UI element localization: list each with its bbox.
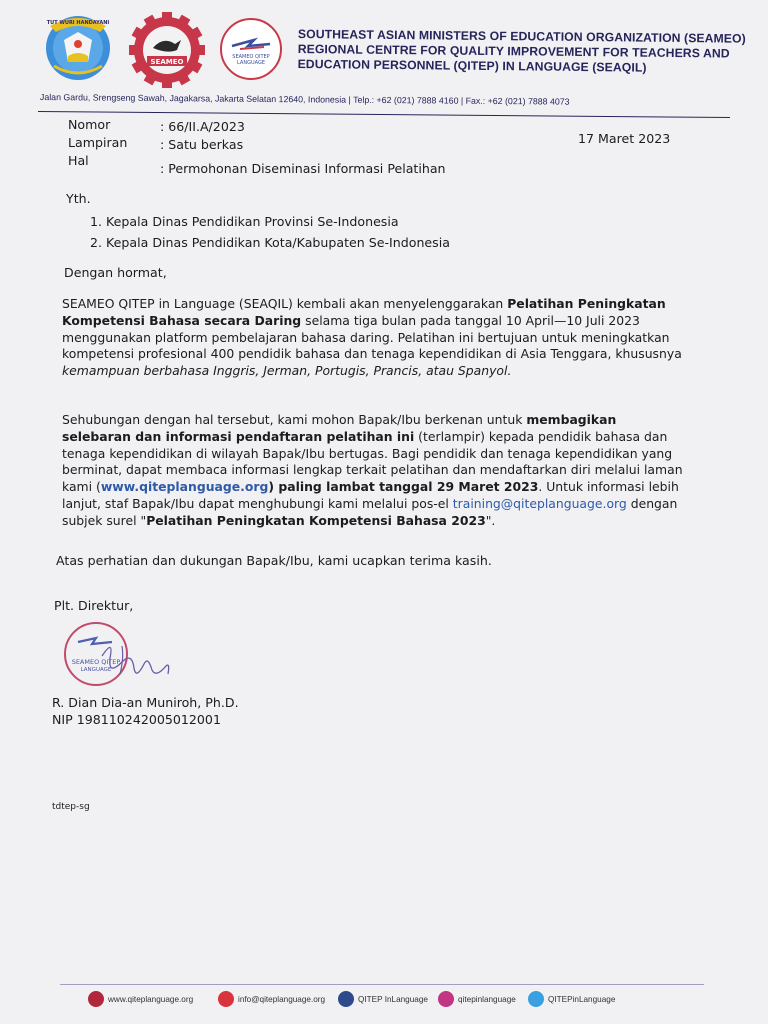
- stamp-and-signature: [62, 618, 182, 690]
- paragraph-request: [62, 412, 684, 530]
- bold-span: selebaran dan informasi pendaftaran pelatihan ini: [62, 428, 415, 444]
- bold-span: Kompetensi Bahasa secara Daring: [62, 312, 302, 328]
- paragraph-line: menggunakan platform pembelajaran bahasa daring. Pelatihan ini bertujuan untuk meningkatkan: [62, 329, 670, 345]
- paragraph-line: berminat, dapat membaca informasi lengkap terkait pelatihan dan mendaftarkan diri melalui laman: [62, 462, 683, 478]
- text-span: Sehubungan dengan hal tersebut, kami mohon Bapak/Ibu berkenan untuk: [62, 412, 527, 427]
- paragraph-line: [62, 296, 684, 313]
- text-span: lanjut, staf Bapak/Ibu dapat menghubungi kami melalui pos-el: [62, 495, 453, 511]
- org-title-line: REGIONAL CENTRE FOR QUALITY IMPROVEMENT FOR TEACHERS AND: [297, 41, 730, 61]
- paragraph-line: tenaga kependidikan di wilayah Bapak/Ibu bertugas. Bagi pendidik dan tenaga kependidikan yang: [62, 445, 673, 461]
- header-divider: [38, 111, 730, 118]
- meta-label-hal: Hal: [68, 153, 89, 168]
- seameo-logo: [126, 12, 208, 88]
- paragraph-line: [62, 412, 684, 429]
- paragraph-line: kompetensi profesional 400 pendidik bahasa dan tenaga kependidikan di Asia Tenggara, khususnya: [62, 346, 682, 362]
- footer-item-label: QITEP InLanguage: [358, 994, 428, 1004]
- globe-icon: [88, 991, 104, 1007]
- footer-email[interactable]: [218, 990, 325, 1008]
- text-span: selama tiga bulan pada tanggal 10 April—10 Juli 2023: [301, 312, 640, 328]
- footer-facebook[interactable]: [338, 990, 428, 1008]
- letter-date: 17 Maret 2023: [578, 131, 671, 146]
- reference-code: tdtep-sg: [52, 802, 90, 812]
- greeting: Dengan hormat,: [64, 265, 167, 280]
- footer-instagram[interactable]: [438, 990, 516, 1008]
- website-link[interactable]: www.qiteplanguage.org: [100, 479, 269, 495]
- organization-title: [297, 27, 746, 77]
- footer-item-label: QITEPinLanguage: [548, 994, 616, 1004]
- footer-item-label: qitepinlanguage: [458, 994, 516, 1004]
- address-line: Jalan Gardu, Srengseng Sawah, Jagakarsa, Jakarta Selatan 12640, Indonesia | Telp.: +62 (021) 7888 4160 | Fax.: +62 (021) 7888 4073: [39, 92, 570, 107]
- salutation-yth: Yth.: [66, 191, 91, 206]
- paragraph-training-info: [62, 296, 684, 380]
- org-title-line: EDUCATION PERSONNEL (QITEP) IN LANGUAGE (SEAQIL): [297, 56, 647, 75]
- signer-nip: NIP 198110242005012001: [52, 712, 221, 727]
- paragraph-line: [62, 313, 684, 330]
- meta-value-lampiran: : Satu berkas: [160, 137, 244, 152]
- paragraph-line: [62, 496, 684, 513]
- closing-sentence: Atas perhatian dan dukungan Bapak/Ibu, kami ucapkan terima kasih.: [56, 553, 492, 568]
- footer-twitter[interactable]: [528, 990, 615, 1008]
- qitep-logo-line1: SEAMEO QITEP: [232, 54, 270, 60]
- instagram-icon: [438, 991, 454, 1007]
- signer-name: R. Dian Dia-an Muniroh, Ph.D.: [52, 695, 239, 710]
- text-span: . Untuk informasi lebih: [538, 479, 679, 495]
- twitter-icon: [528, 991, 544, 1007]
- org-title-line: SOUTHEAST ASIAN MINISTERS OF EDUCATION ORGANIZATION (SEAMEO): [297, 27, 746, 46]
- email-link[interactable]: training@qiteplanguage.org: [452, 495, 627, 511]
- paragraph-line: [62, 479, 684, 496]
- text-span: (terlampir) kepada pendidik bahasa dan: [414, 428, 668, 444]
- text-span: dengan: [626, 495, 678, 511]
- text-span: subjek surel ": [62, 512, 147, 528]
- meta-label-lampiran: Lampiran: [68, 135, 128, 150]
- stamp-text-line1: SEAMEO QITEP: [71, 658, 121, 666]
- facebook-icon: [338, 991, 354, 1007]
- seameo-logo-text: SEAMEO: [150, 58, 184, 66]
- paragraph-line: [62, 513, 684, 530]
- text-span: SEAMEO QITEP in Language (SEAQIL) kembali akan menyelenggarakan: [62, 296, 508, 311]
- footer-website[interactable]: [88, 990, 193, 1008]
- stamp-text-line2: LANGUAGE: [80, 667, 112, 673]
- mail-icon: [218, 991, 234, 1007]
- recipient-item: 2. Kepala Dinas Pendidikan Kota/Kabupaten Se-Indonesia: [90, 235, 450, 250]
- footer-item-label: www.qiteplanguage.org: [108, 994, 194, 1004]
- tut-wuri-handayani-logo: [40, 10, 118, 82]
- paragraph-line: kemampuan berbahasa Inggris, Jerman, Portugis, Prancis, atau Spanyol.: [62, 363, 512, 379]
- text-span: kami (: [62, 479, 101, 495]
- signatory-title: Plt. Direktur,: [54, 598, 134, 613]
- bold-span: membagikan: [526, 412, 617, 427]
- tut-wuri-text: TUT WURI HANDAYANI: [46, 20, 110, 26]
- recipient-item: 1. Kepala Dinas Pendidikan Provinsi Se-Indonesia: [90, 214, 399, 229]
- footer-contacts: [88, 990, 728, 1010]
- bold-span: ) paling lambat tanggal 29 Maret 2023: [268, 479, 539, 495]
- paragraph-line: [62, 429, 684, 446]
- footer-item-label: info@qiteplanguage.org: [238, 994, 326, 1004]
- footer-divider: [60, 984, 704, 985]
- seameo-qitep-language-logo: [214, 16, 288, 82]
- qitep-logo-line2: LANGUAGE: [237, 60, 265, 66]
- bold-span: Pelatihan Peningkatan: [507, 296, 666, 311]
- text-span: ".: [485, 512, 496, 528]
- bold-span: Pelatihan Peningkatan Kompetensi Bahasa 2023: [146, 512, 486, 528]
- meta-value-nomor: : 66/II.A/2023: [160, 119, 245, 134]
- meta-value-hal: : Permohonan Diseminasi Informasi Pelatihan: [160, 161, 446, 176]
- meta-label-nomor: Nomor: [68, 117, 111, 132]
